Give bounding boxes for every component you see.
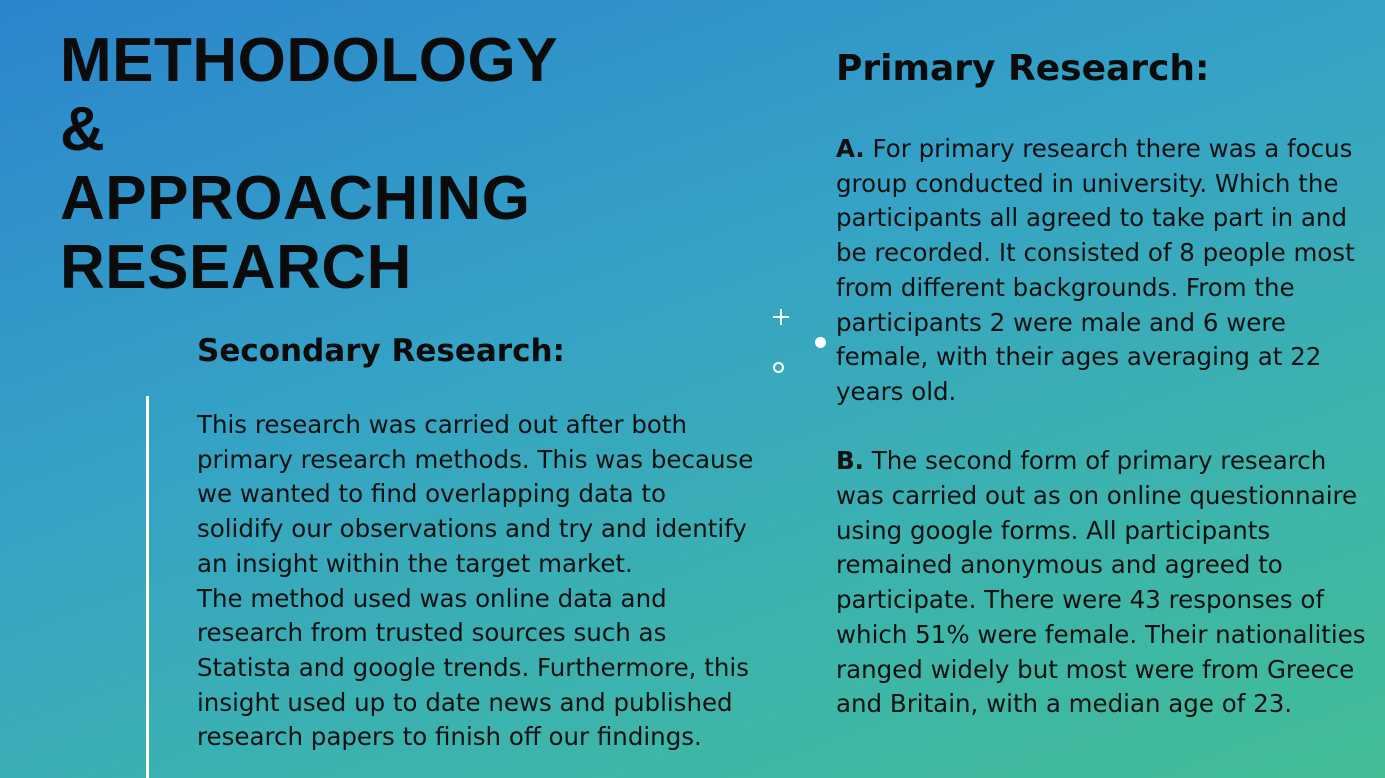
ring-icon: [773, 362, 784, 373]
primary-item-a: [836, 132, 1366, 410]
item-text: The second form of primary research was carried out as on online questionnaire using google forms. All participants remained anonymous and agreed to participate. There were 43 responses of which 51% were female. Their nationalities ranged widely but most were from Greece and Britain, with a median age of 23.: [836, 446, 1366, 719]
primary-item-b: [836, 444, 1366, 722]
title-line: APPROACHING: [60, 164, 531, 233]
title-line: METHODOLOGY: [60, 26, 559, 95]
title-line: RESEARCH: [60, 233, 412, 302]
item-marker: A.: [836, 134, 865, 163]
secondary-paragraph: This research was carried out after both primary research methods. This was because we wanted to find overlapping data to solidify our observations and try and identify an insight within the target market.: [197, 410, 754, 578]
secondary-research-heading: Secondary Research:: [197, 333, 565, 369]
slide-title: [60, 26, 680, 302]
primary-research-body: [836, 132, 1366, 722]
primary-research-heading: Primary Research:: [836, 48, 1210, 89]
dot-icon: [815, 337, 826, 348]
secondary-research-body: [197, 408, 757, 755]
vertical-divider: [146, 396, 149, 778]
item-marker: B.: [836, 446, 864, 476]
secondary-paragraph: The method used was online data and research from trusted sources such as Statista and google trends. Furthermore, this insight used up to date news and published research papers to finish off our findings.: [197, 583, 749, 752]
item-text: For primary research there was a focus group conducted in university. Which the participants all agreed to take part in and be recorded. It consisted of 8 people most from different backgrounds. From the participants 2 were male and 6 were female, with their ages averaging at 22 years old.: [836, 134, 1355, 406]
title-line: &: [60, 95, 106, 164]
plus-icon: [771, 307, 791, 327]
